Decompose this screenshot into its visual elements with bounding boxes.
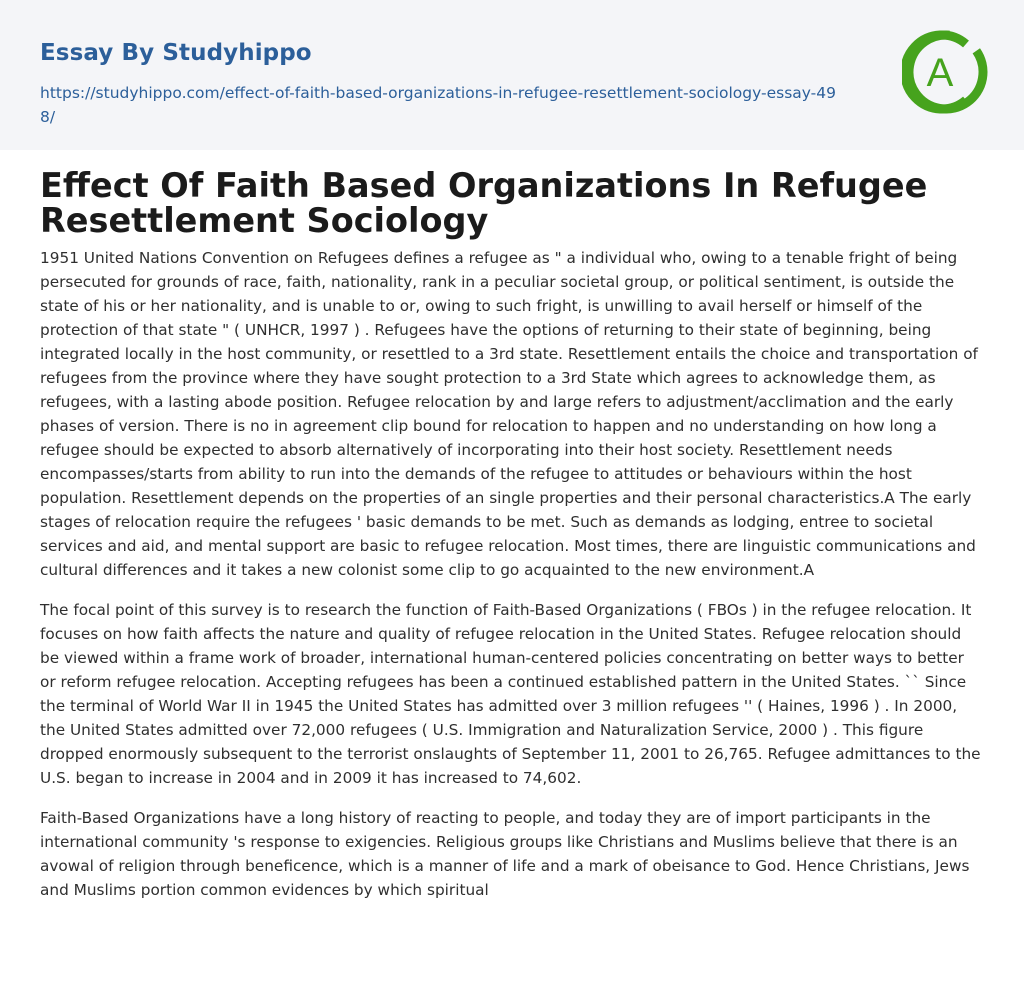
brand-title[interactable]: Essay By Studyhippo bbox=[40, 40, 312, 66]
essay-paragraph: Faith-Based Organizations have a long history of reacting to people, and today they are of import participants in the international community 's response to exigencies. Religious groups like Christians and Muslims believe that there is an avowal of religion through beneficence, which is a manner of life and a mark of obeisance to God. Hence Christians, Jews and Muslims portion common evidences by which spiritual bbox=[40, 809, 970, 899]
studyhippo-logo-icon[interactable] bbox=[902, 28, 988, 116]
essay-paragraph: The focal point of this survey is to research the function of Faith-Based Organizations ( FBOs ) in the refugee relocation. It focuses on how faith affects the nature and quality of refugee relocation in the United States. Refugee relocation should be viewed within a frame work of broader, international human-centered policies concentrating on better ways to better or reform refugee relocation. Accepting refugees has been a continued established pattern in the United States. `` Since the terminal of World War II in 1945 the United States has admitted over 3 million refugees '' ( Haines, 1996 ) . In 2000, the United States admitted over 72,000 refugees ( U.S. Immigration and Naturalization Service, 2000 ) . This figure dropped enormously subsequent to the terrorist onslaughts of September 11, 2001 to 26,765. Refugee admittances to the U.S. began to increase in 2004 and in 2009 it has increased to 74,602. bbox=[40, 601, 981, 787]
essay-content bbox=[40, 168, 984, 918]
logo-letter: A bbox=[926, 51, 954, 95]
essay-paragraph: 1951 United Nations Convention on Refugees defines a refugee as " a individual who, owing to a tenable fright of being persecuted for grounds of race, faith, nationality, rank in a peculiar societal group, or political sentiment, is outside the state of his or her nationality, and is unable to or, owing to such fright, is unwilling to avail herself or himself of the protection of that state " ( UNHCR, 1997 ) . Refugees have the options of returning to their state of beginning, being integrated locally in the host community, or resettled to a 3rd state. Resettlement entails the choice and transportation of refugees from the province where they have sought protection to a 3rd State which agrees to acknowledge them, as refugees, with a lasting abode position. Refugee relocation by and large refers to adjustment/acclimation and the early phases of version. There is no in agreement clip bound for relocation to happen and no understanding on how long a refugee should be expected to absorb alternatively of incorporating into their host society. Resettlement needs encompasses/starts from ability to run into the demands of the refugee to attitudes or behaviours within the host population. Resettlement depends on the properties of an single properties and their personal characteristics.A The early stages of relocation require the refugees ' basic demands to be met. Such as demands as lodging, entree to societal services and aid, and mental support are basic to refugee relocation. Most times, there are linguistic communications and cultural differences and it takes a new colonist some clip to go acquainted to the new environment.A bbox=[40, 249, 978, 579]
essay-title: Effect Of Faith Based Organizations In Refugee Resettlement Sociology bbox=[40, 166, 928, 240]
site-header bbox=[0, 0, 1024, 150]
essay-url-link[interactable]: https://studyhippo.com/effect-of-faith-based-organizations-in-refugee-resettlement-sociology-essay-498/ bbox=[40, 84, 836, 126]
